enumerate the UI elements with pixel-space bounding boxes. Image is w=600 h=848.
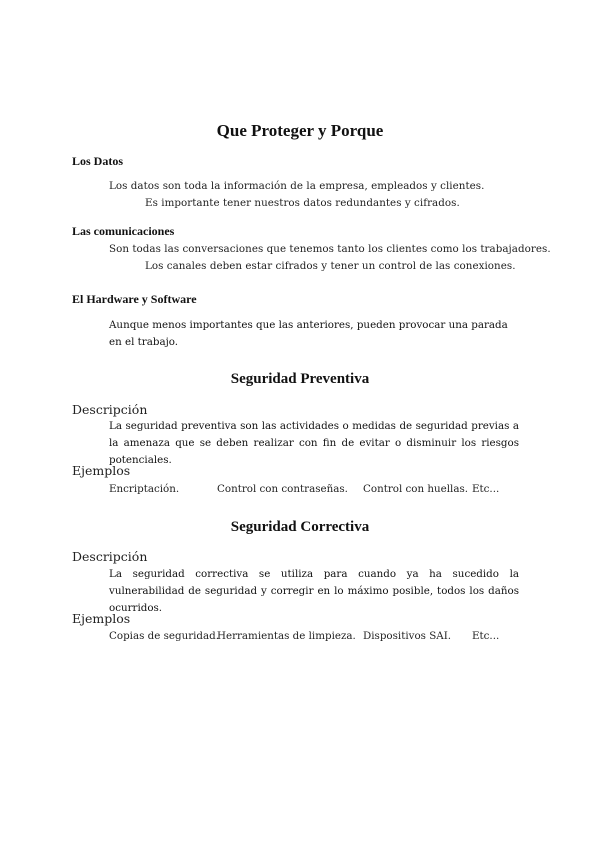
preventiva-example: Control con contraseñas. [217, 483, 348, 495]
correctiva-example: Copias de seguridad. [109, 630, 220, 642]
preventiva-description-label: Descripción [72, 402, 148, 417]
correctiva-examples-label: Ejemplos [72, 611, 131, 626]
section-heading-datos: Los Datos [72, 154, 124, 168]
preventiva-description-text: La seguridad preventiva son las actividades o medidas de seguridad previas a la amenaza que se deben realizar con fin de evitar o disminuir los riesgos potenciales. [109, 420, 519, 466]
comunicaciones-line-1: Son todas las conversaciones que tenemos tanto los clientes como los trabajadores. [109, 243, 551, 255]
correctiva-example: Herramientas de limpieza. [217, 630, 356, 642]
correctiva-example: Etc... [472, 630, 500, 642]
hardware-paragraph: Aunque menos importantes que las anteriores, pueden provocar una parada en el trabajo. [109, 319, 508, 348]
correctiva-example: Dispositivos SAI. [363, 630, 452, 642]
section-heading-comunicaciones: Las comunicaciones [72, 224, 175, 238]
preventiva-example: Control con huellas. [363, 483, 469, 495]
correctiva-description-text: La seguridad correctiva se utiliza para cuando ya ha sucedido la vulnerabilidad de seguridad y corregir en lo máximo posible, todos los daños ocurridos. [109, 568, 519, 614]
preventiva-example: Encriptación. [109, 483, 180, 495]
preventiva-examples-label: Ejemplos [72, 463, 131, 478]
comunicaciones-line-2: Los canales deben estar cifrados y tener un control de las conexiones. [145, 260, 516, 272]
page-title: Que Proteger y Porque [216, 121, 384, 140]
correctiva-description-label: Descripción [72, 549, 148, 564]
preventiva-example: Etc... [472, 483, 500, 495]
datos-line-2: Es importante tener nuestros datos redundantes y cifrados. [145, 197, 460, 209]
section-title-preventiva: Seguridad Preventiva [230, 371, 370, 387]
section-title-correctiva: Seguridad Correctiva [230, 519, 370, 535]
datos-line-1: Los datos son toda la información de la empresa, empleados y clientes. [109, 180, 485, 192]
section-heading-hardware: El Hardware y Software [72, 292, 197, 306]
